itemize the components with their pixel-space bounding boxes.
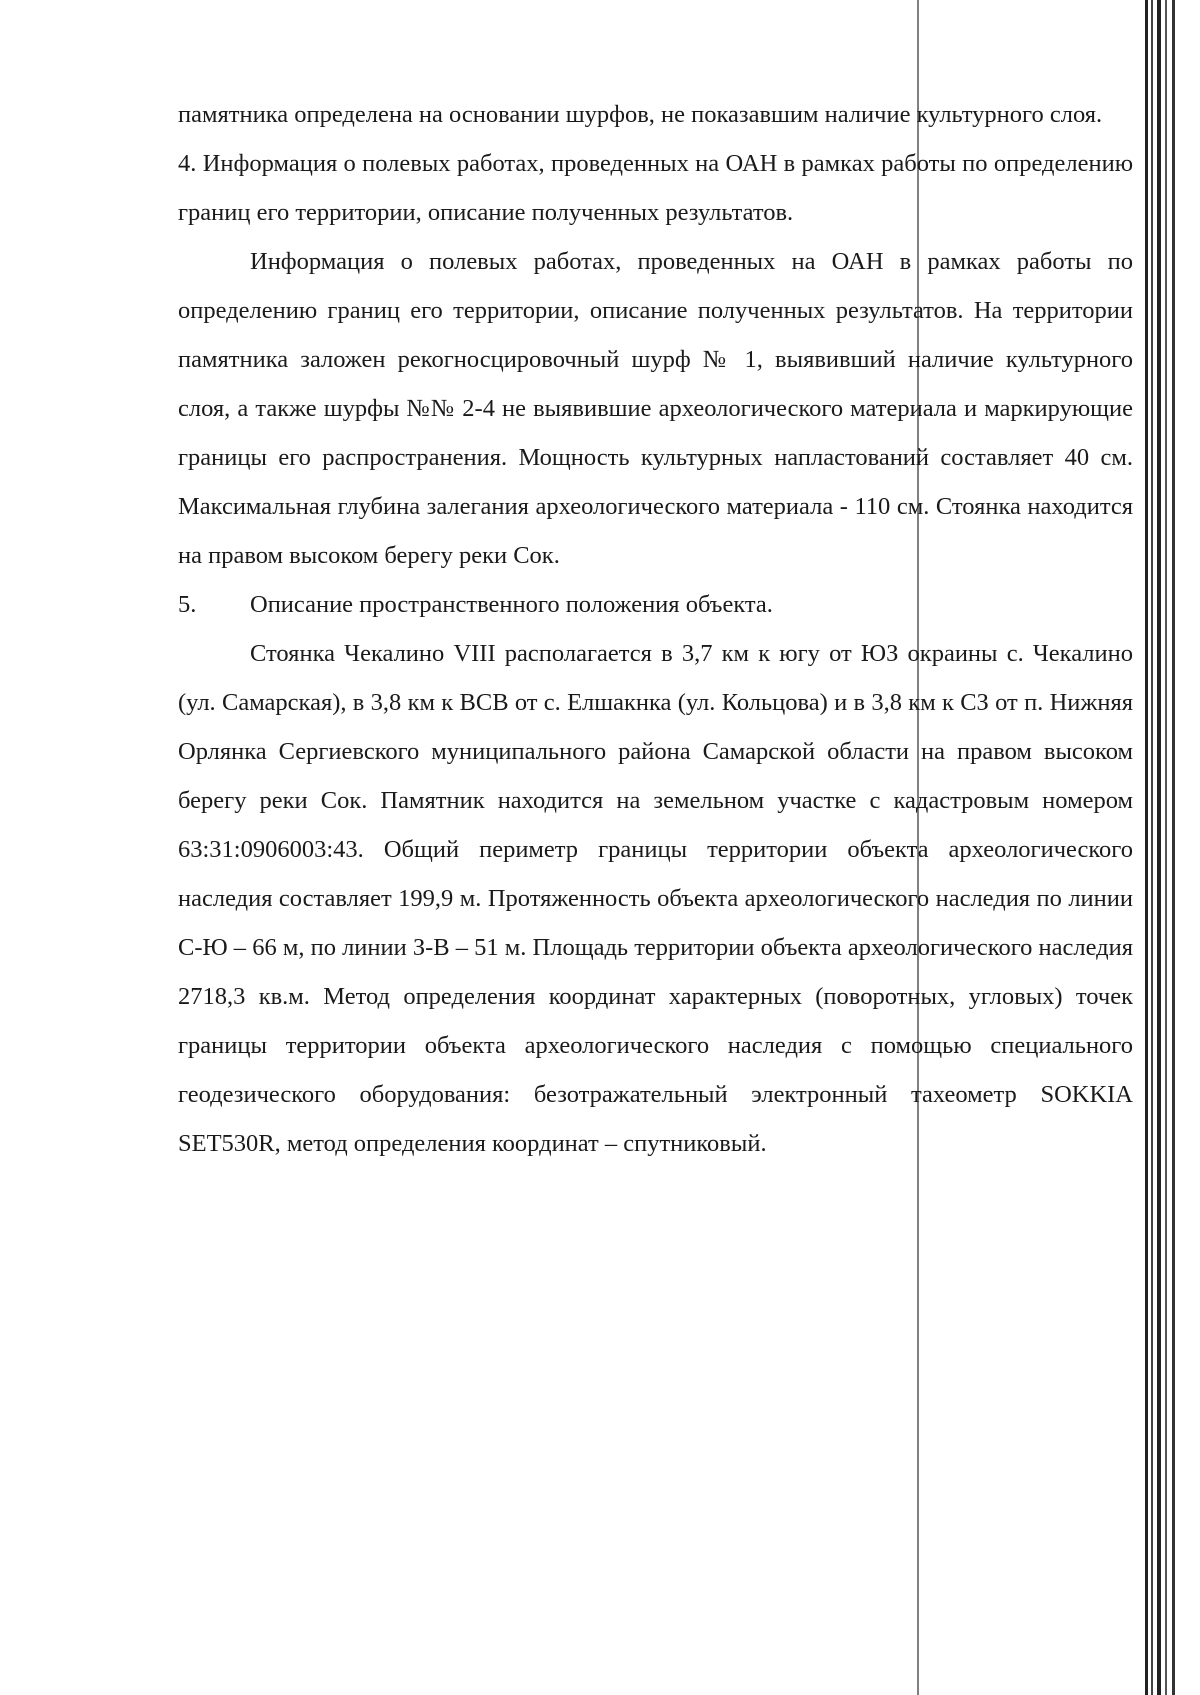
section-number: 5.	[178, 591, 197, 618]
scan-edge-line	[1151, 0, 1153, 1695]
paragraph-field-work: Информация о полевых работах, проведенных на ОАН в рамках работы по определению границ его территории, описание полученных результатов. На территории памятника заложен рекогносцировочный шурф № 1, выявивший наличие культурного слоя, а также шурфы №№ 2-4 не выявившие археологического материала и маркирующие границы его распространения. Мощность культурных напластований составляет 40 см. Максимальная глубина залегания археологического материала - 110 см. Стоянка находится на правом высоком берегу реки Сок.	[178, 248, 1133, 569]
scan-edge-line	[1157, 0, 1161, 1695]
section-heading-5	[178, 580, 1133, 629]
document-body	[178, 90, 1133, 1168]
scan-edge-line	[1145, 0, 1148, 1695]
paragraph-location: Стоянка Чекалино VIII располагается в 3,7 км к югу от ЮЗ окраины с. Чекалино (ул. Самарская), в 3,8 км к ВСВ от с. Елшакнка (ул. Кольцова) и в 3,8 км к СЗ от п. Нижняя Орлянка Сергиевского муниципального района Самарской области на правом высоком берегу реки Сок. Памятник находится на земельном участке с кадастровым номером 63:31:0906003:43. Общий периметр границы территории объекта археологического наследия составляет 199,9 м. Протяженность объекта археологического наследия по линии С-Ю – 66 м, по линии З-В – 51 м. Площадь территории объекта археологического наследия 2718,3 кв.м. Метод определения координат характерных (поворотных, угловых) точек границы территории объекта археологического наследия с помощью специального геодезического оборудования: безотражательный электронный тахеометр SOKKIA SET530R, метод определения координат – спутниковый.	[178, 640, 1133, 1157]
scan-edge-line	[1172, 0, 1175, 1695]
paragraph-continuation: памятника определена на основании шурфов, не показавшим наличие культурного слоя.	[178, 101, 1103, 128]
section-title: Описание пространственного положения объекта.	[250, 591, 773, 618]
section-heading-4: 4. Информация о полевых работах, проведенных на ОАН в рамках работы по определению границ его территории, описание полученных результатов.	[178, 150, 1133, 226]
scan-edge-line	[1165, 0, 1167, 1695]
